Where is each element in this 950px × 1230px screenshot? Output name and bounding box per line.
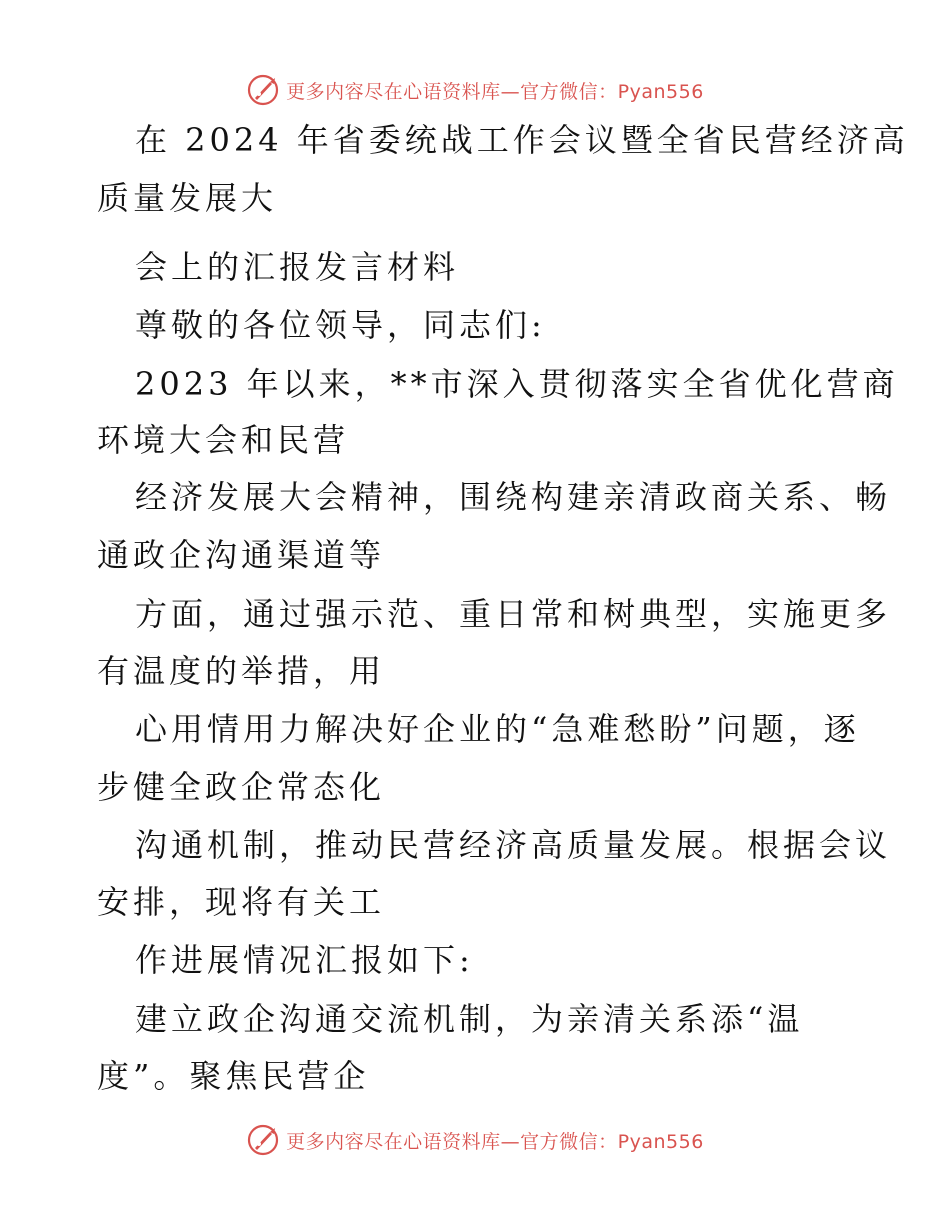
doc-line-3: 会上的汇报发言材料	[135, 248, 460, 286]
footer-watermark-banner	[0, 1120, 950, 1160]
doc-line-11: 心用情用力解决好企业的“急难愁盼”问题，逐	[135, 710, 860, 748]
header-watermark-banner	[0, 70, 950, 110]
doc-line-7: 经济发展大会精神，围绕构建亲清政商关系、畅	[135, 478, 892, 516]
header-watermark-text: 更多内容尽在心语资料库—官方微信：Pyan556	[286, 80, 704, 103]
doc-line-9: 方面，通过强示范、重日常和树典型，实施更多	[135, 595, 892, 633]
doc-line-2: 质量发展大	[97, 179, 278, 217]
doc-line-16: 建立政企沟通交流机制，为亲清关系添“温	[135, 1000, 804, 1038]
doc-line-14: 安排，现将有关工	[97, 883, 386, 921]
doc-line-1: 在 2024 年省委统战工作会议暨全省民营经济高	[135, 121, 909, 159]
doc-line-15: 作进展情况汇报如下:	[135, 941, 474, 979]
doc-line-6: 环境大会和民营	[97, 421, 350, 459]
doc-line-5: 2023 年以来，**市深入贯彻落实全省优化营商	[135, 365, 899, 403]
doc-line-13: 沟通机制，推动民营经济高质量发展。根据会议	[135, 826, 892, 864]
quill-pen-logo-icon	[246, 73, 280, 107]
doc-line-17: 度”。聚焦民营企	[97, 1057, 370, 1095]
doc-line-12: 步健全政企常态化	[97, 768, 386, 806]
doc-line-8: 通政企沟通渠道等	[97, 536, 386, 574]
footer-watermark-text: 更多内容尽在心语资料库—官方微信：Pyan556	[286, 1130, 704, 1153]
doc-line-4: 尊敬的各位领导，同志们:	[135, 306, 546, 344]
doc-line-10: 有温度的举措，用	[97, 652, 386, 690]
quill-pen-logo-icon	[246, 1123, 280, 1157]
